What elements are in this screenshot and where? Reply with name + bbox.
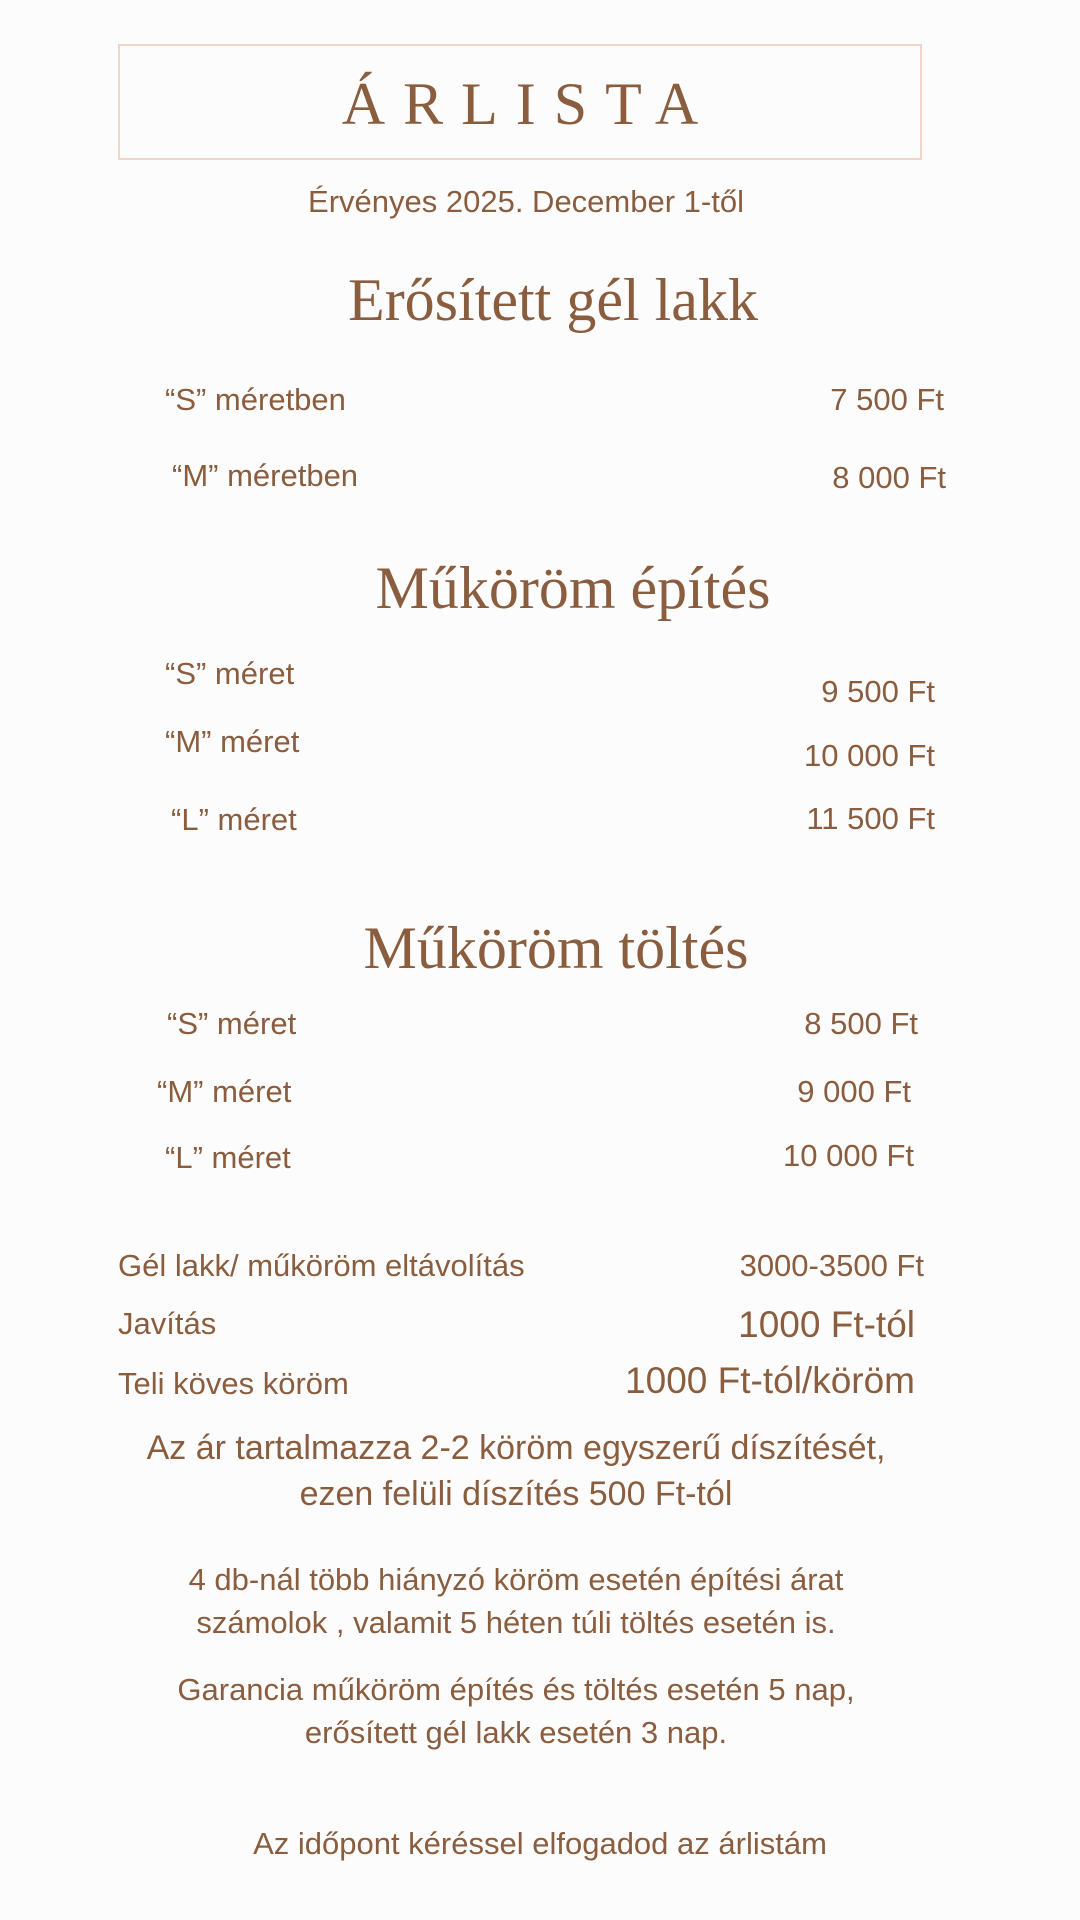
missing-nails-note-line: 4 db-nál több hiányzó köröm esetén építési árat [188, 1562, 844, 1597]
warranty-note-line: Garancia műköröm építés és töltés esetén 5 nap, [177, 1672, 855, 1707]
validity-date: Érvényes 2025. December 1-től [308, 184, 744, 219]
price-item-label: “S” méret [167, 1006, 297, 1041]
price-item-label: “M” méretben [172, 458, 359, 493]
section-title-gel-polish: Erősített gél lakk [348, 267, 758, 333]
price-item-label: “L” méret [165, 1140, 291, 1175]
price-item-label: “M” méret [157, 1074, 292, 1109]
title-frame [118, 44, 922, 160]
missing-nails-note-line: számolok , valamit 5 héten túli töltés esetén is. [196, 1605, 836, 1640]
extra-item-label: Teli köves köröm [118, 1366, 349, 1401]
page-title: ÁRLISTA [341, 71, 717, 137]
price-item-value: 9 000 Ft [797, 1074, 911, 1109]
extra-item-price: 3000-3500 Ft [739, 1248, 924, 1283]
price-item-value: 11 500 Ft [806, 801, 935, 836]
price-item-value: 10 000 Ft [783, 1138, 914, 1173]
price-item-value: 8 500 Ft [804, 1006, 918, 1041]
price-item-label: “L” méret [171, 802, 297, 837]
price-item-value: 9 500 Ft [821, 674, 935, 709]
price-item-value: 8 000 Ft [832, 460, 946, 495]
extra-item-label: Javítás [118, 1306, 217, 1341]
acceptance-note: Az időpont kéréssel elfogadod az árlistám [253, 1826, 827, 1861]
section-title-nail-refill: Műköröm töltés [363, 915, 749, 981]
warranty-note-line: erősített gél lakk esetén 3 nap. [304, 1715, 728, 1750]
decoration-note-line: Az ár tartalmazza 2-2 köröm egyszerű díszítését, [146, 1429, 886, 1467]
extra-item-price: 1000 Ft-tól [738, 1304, 915, 1345]
extra-item-price: 1000 Ft-tól/köröm [625, 1360, 915, 1401]
price-item-value: 7 500 Ft [830, 382, 944, 417]
extra-item-label: Gél lakk/ műköröm eltávolítás [118, 1248, 525, 1283]
price-item-label: “M” méret [165, 724, 300, 759]
price-item-label: “S” méret [165, 656, 295, 691]
section-title-nail-building: Műköröm építés [375, 555, 771, 621]
decoration-note-line: ezen felüli díszítés 500 Ft-tól [299, 1475, 733, 1513]
price-item-value: 10 000 Ft [804, 738, 935, 773]
price-item-label: “S” méretben [165, 382, 346, 417]
